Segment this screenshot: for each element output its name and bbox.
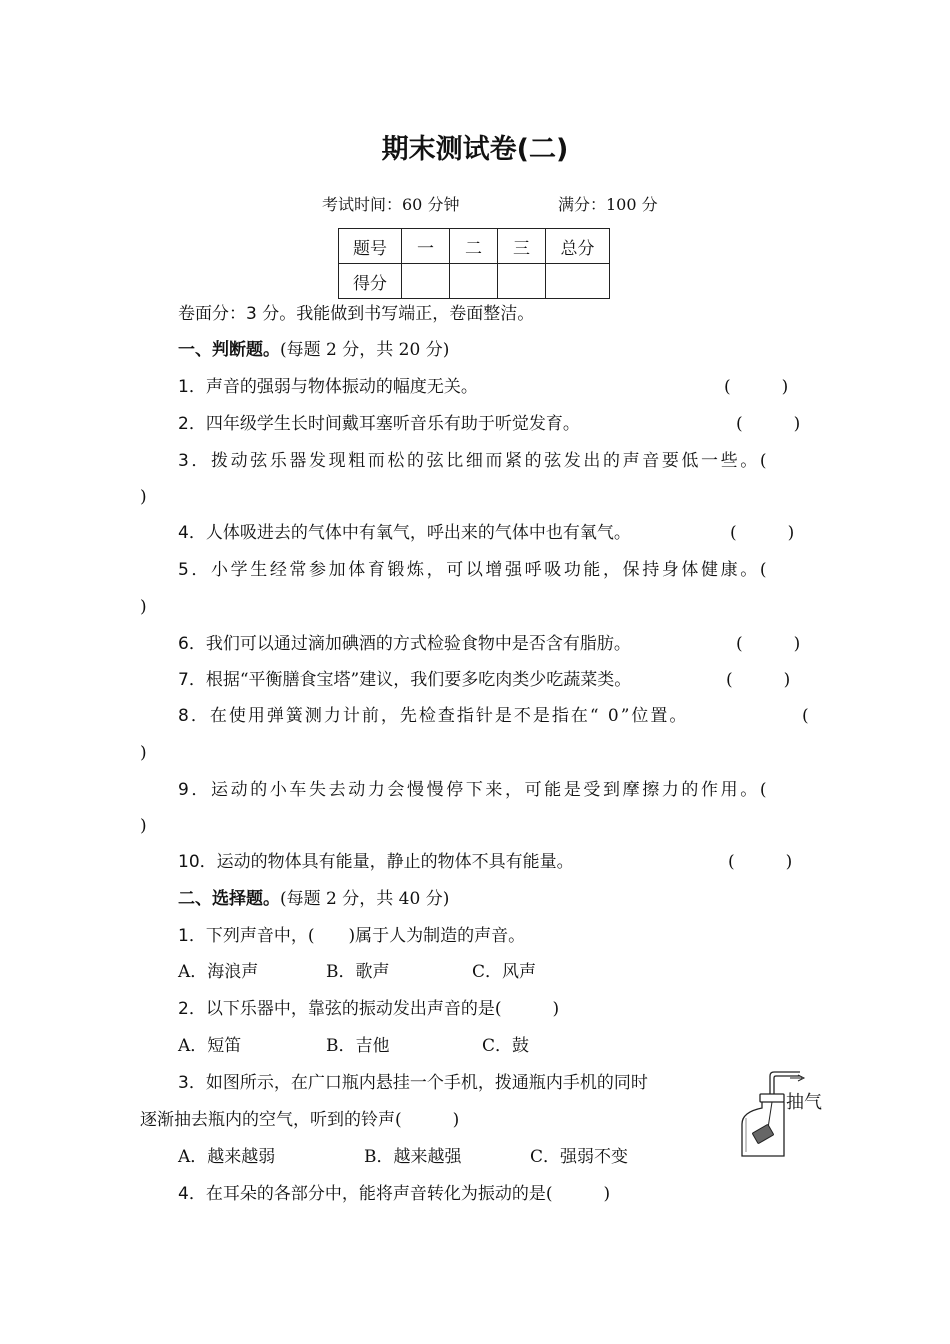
item-number: 4． (178, 523, 206, 543)
score-row-label: 得分 (339, 264, 402, 299)
answer-paren[interactable]: ( ) (730, 523, 795, 543)
option-b[interactable]: B．越来越强 (364, 1147, 462, 1167)
neatness-note: 卷面分：3 分。我能做到书写端正，卷面整洁。 (178, 304, 535, 324)
section1-heading (178, 338, 449, 362)
choice-question (178, 1071, 648, 1095)
judge-item (178, 412, 580, 436)
option-a[interactable]: A．海浪声 (178, 962, 259, 982)
score-header-cell: 一 (402, 229, 450, 264)
option-b[interactable]: B．吉他 (326, 1036, 390, 1056)
item-number: 7． (178, 670, 206, 690)
score-header-cell: 三 (498, 229, 546, 264)
answer-paren[interactable]: ( ) (736, 634, 801, 654)
jar-figure (738, 1066, 830, 1160)
choice-question (178, 924, 525, 948)
item-text: 声音的强弱与物体振动的幅度无关。 (205, 377, 478, 397)
item-number: 10． (178, 852, 217, 872)
section2-title: 二、选择题。 (178, 889, 280, 909)
question-text-cont: 逐渐抽去瓶内的空气，听到的铃声( ) (140, 1110, 460, 1130)
answer-paren[interactable]: ( ) (726, 670, 791, 690)
question-number: 4． (178, 1184, 206, 1204)
question-text: 在耳朵的各部分中，能将声音转化为振动的是( ) (205, 1184, 611, 1204)
option-c[interactable]: C．强弱不变 (530, 1147, 629, 1167)
section1-score: (每题 2 分，共 20 分) (280, 340, 450, 360)
score-header-cell: 二 (450, 229, 498, 264)
page-title: 期末测试卷(二) (381, 134, 569, 165)
score-header-cell: 总分 (546, 229, 610, 264)
item-text: 四年级学生长时间戴耳塞听音乐有助于听觉发育。 (205, 414, 580, 434)
score-table (338, 228, 610, 299)
item-number: 5． (178, 560, 212, 580)
pump-label: 抽气 (786, 1092, 822, 1113)
judge-item (178, 704, 688, 728)
exam-time: 考试时间：60 分钟 (322, 195, 460, 214)
question-text: 下列声音中，( )属于人为制造的声音。 (205, 926, 526, 946)
answer-paren[interactable]: ( ) (728, 852, 793, 872)
choice-question (178, 1182, 610, 1206)
section1-title: 一、判断题。 (178, 340, 280, 360)
item-text: 运动的物体具有能量，静止的物体不具有能量。 (216, 852, 574, 872)
item-number: 1． (178, 377, 206, 397)
section2-score: (每题 2 分，共 40 分) (280, 889, 450, 909)
full-score: 满分：100 分 (558, 195, 658, 214)
question-text: 以下乐器中，靠弦的振动发出声音的是( ) (205, 999, 560, 1019)
judge-item (178, 850, 574, 874)
item-number: 2． (178, 414, 206, 434)
item-number: 6． (178, 634, 206, 654)
question-number: 2． (178, 999, 206, 1019)
answer-paren-close[interactable]: ) (140, 816, 147, 836)
item-text: 我们可以通过滴加碘酒的方式检验食物中是否含有脂肪。 (205, 634, 631, 654)
judge-item (178, 449, 769, 473)
option-b[interactable]: B．歌声 (326, 962, 390, 982)
item-number: 3． (178, 451, 212, 471)
judge-item (178, 375, 478, 399)
option-c[interactable]: C．风声 (472, 962, 537, 982)
judge-item (178, 558, 769, 582)
option-a[interactable]: A．越来越弱 (178, 1147, 276, 1167)
option-c[interactable]: C．鼓 (482, 1036, 530, 1056)
item-number: 8． (178, 706, 210, 726)
item-text: 根据“平衡膳食宝塔”建议，我们要多吃肉类少吃蔬菜类。 (205, 670, 632, 690)
item-text: 拨动弦乐器发现粗而松的弦比细而紧的弦发出的声音要低一些。( (211, 451, 770, 471)
score-header-cell: 题号 (339, 229, 402, 264)
answer-paren-close[interactable]: ) (140, 487, 147, 507)
score-blank-cell[interactable] (450, 264, 498, 299)
item-text: 在使用弹簧测力计前，先检查指针是不是指在“ 0”位置。 (209, 706, 689, 726)
score-blank-cell[interactable] (498, 264, 546, 299)
answer-paren[interactable]: ( ) (736, 414, 801, 434)
judge-item (178, 668, 631, 692)
judge-item (178, 632, 631, 656)
answer-paren-close[interactable]: ) (140, 743, 147, 763)
question-number: 3． (178, 1073, 206, 1093)
question-number: 1． (178, 926, 206, 946)
section2-heading (178, 887, 449, 911)
judge-item (178, 778, 769, 802)
option-a[interactable]: A．短笛 (178, 1036, 242, 1056)
judge-item (178, 521, 631, 545)
item-text: 人体吸进去的气体中有氧气，呼出来的气体中也有氧气。 (205, 523, 631, 543)
question-text: 如图所示，在广口瓶内悬挂一个手机，拨通瓶内手机的同时 (205, 1073, 648, 1093)
answer-paren-open[interactable]: ( (802, 706, 809, 726)
answer-paren-close[interactable]: ) (140, 597, 147, 617)
item-number: 9． (178, 780, 212, 800)
item-text: 小学生经常参加体育锻炼，可以增强呼吸功能，保持身体健康。( (211, 560, 770, 580)
choice-question (178, 997, 559, 1021)
answer-paren[interactable]: ( ) (724, 377, 789, 397)
item-text: 运动的小车失去动力会慢慢停下来，可能是受到摩擦力的作用。( (211, 780, 770, 800)
score-blank-cell[interactable] (546, 264, 610, 299)
score-blank-cell[interactable] (402, 264, 450, 299)
